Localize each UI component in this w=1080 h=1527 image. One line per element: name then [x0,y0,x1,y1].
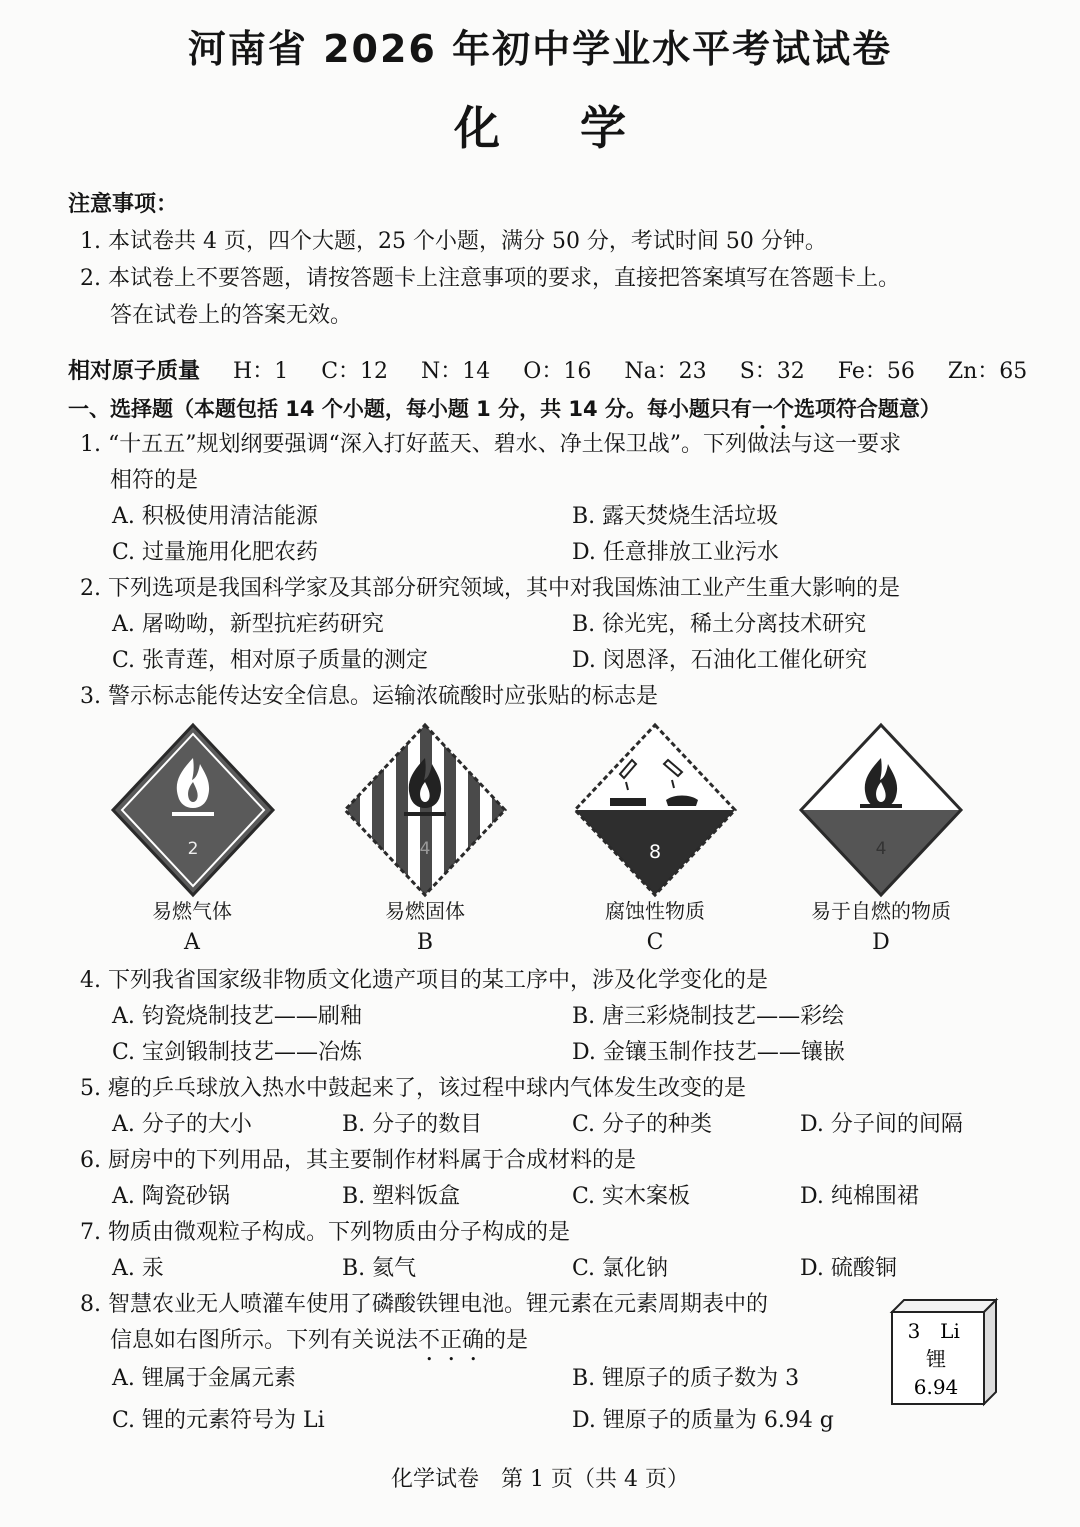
q8-option-c: C. 锂的元素符号为 Li [112,1408,325,1433]
notice-item-1: 1. 本试卷共 4 页，四个大题，25 个小题，满分 50 分，考试时间 50 分钟。 [80,229,827,254]
q8-stem-emph: 不正确 [418,1328,485,1353]
sign-c-label: 腐蚀性物质 [605,899,705,923]
notice-item-2: 2. 本试卷上不要答题，请按答题卡上注意事项的要求，直接把答案填写在答题卡上。 [80,266,900,291]
sign-c-number: 8 [648,841,662,863]
q4-stem: 4. 下列我省国家级非物质文化遗产项目的某工序中，涉及化学变化的是 [80,968,768,993]
page-footer: 化学试卷 第 1 页（共 4 页） [391,1467,689,1492]
flammable-solid-sign-icon [340,720,510,900]
sign-d-number: 4 [875,839,887,859]
corrosive-sign-icon [570,720,740,900]
atomic-mass-zn: Zn：65 [947,359,1028,384]
sign-b-number: 4 [419,839,431,859]
q2-option-b: B. 徐光宪，稀土分离技术研究 [572,612,867,637]
q4-option-c: C. 宝剑锻制技艺——冶炼 [112,1040,363,1065]
atomic-mass-na: Na：23 [624,359,707,384]
atomic-mass-s: S：32 [739,359,805,384]
atomic-mass-h: H：1 [233,359,289,384]
q8-option-a: A. 锂属于金属元素 [112,1366,296,1391]
q6-option-b: B. 塑料饭盒 [342,1184,461,1209]
q6-stem: 6. 厨房中的下列用品，其主要制作材料属于合成材料的是 [80,1148,636,1173]
q1-option-a: A. 积极使用清洁能源 [112,504,318,529]
spontaneous-combustion-sign-icon [796,720,966,900]
q5-option-c: C. 分子的种类 [572,1112,713,1137]
q8-option-d: D. 锂原子的质量为 6.94 g [572,1408,834,1433]
sign-a-label: 易燃气体 [152,899,232,923]
element-mass: 6.94 [913,1375,959,1399]
q1-option-c: C. 过量施用化肥农药 [112,540,319,565]
atomic-mass-fe: Fe：56 [837,359,915,384]
q5-option-b: B. 分子的数目 [342,1112,483,1137]
q4-option-a: A. 钧瓷烧制技艺——刷釉 [112,1004,362,1029]
q2-option-c: C. 张青莲，相对原子质量的测定 [112,648,429,673]
element-symbol: Li [940,1319,960,1343]
q6-option-c: C. 实木案板 [572,1184,691,1209]
q4-option-d: D. 金镶玉制作技艺——镶嵌 [572,1040,845,1065]
q7-option-b: B. 氦气 [342,1256,417,1281]
section1-heading-emph: 一个 [751,397,794,421]
q1-stem-cont: 相符的是 [110,468,199,493]
q8-stem-pre: 信息如右图所示。下列有关说法 [110,1328,419,1353]
q8-stem-post: 的是 [484,1328,529,1353]
section1-heading [68,394,941,434]
q6-option-d: D. 纯棉围裙 [800,1184,919,1209]
sign-b-label: 易燃固体 [385,899,465,923]
section1-heading-post: 选项符合题意） [793,397,941,421]
atomic-mass-c: C：12 [321,359,389,384]
lithium-element-card [888,1296,1000,1408]
sign-a-letter: A [184,930,200,955]
element-number: 3 [907,1319,921,1343]
sign-d-label: 易于自燃的物质 [811,899,951,923]
q7-option-c: C. 氯化钠 [572,1256,669,1281]
q2-stem: 2. 下列选项是我国科学家及其部分研究领域，其中对我国炼油工业产生重大影响的是 [80,576,900,601]
q3-stem: 3. 警示标志能传达安全信息。运输浓硫酸时应张贴的标志是 [80,684,658,709]
q8-option-b: B. 锂原子的质子数为 3 [572,1366,800,1391]
exam-title: 河南省 2026 年初中学业水平考试试卷 [187,27,893,71]
atomic-mass-label: 相对原子质量 [68,359,201,384]
q1-option-b: B. 露天焚烧生活垃圾 [572,504,779,529]
q8-stem: 8. 智慧农业无人喷灌车使用了磷酸铁锂电池。锂元素在元素周期表中的 [80,1292,768,1317]
q7-option-a: A. 汞 [112,1256,164,1281]
q1-option-d: D. 任意排放工业污水 [572,540,779,565]
element-name: 锂 [926,1347,946,1371]
q2-option-a: A. 屠呦呦，新型抗疟药研究 [112,612,384,637]
q5-option-d: D. 分子间的间隔 [800,1112,963,1137]
section1-heading-pre: 一、选择题（本题包括 14 个小题，每小题 1 分，共 14 分。每小题只有 [68,397,752,421]
q8-stem-cont [110,1326,528,1366]
sign-c-letter: C [646,930,664,955]
atomic-mass-line [68,357,1053,387]
q7-stem: 7. 物质由微观粒子构成。下列物质由分子构成的是 [80,1220,570,1245]
q5-stem: 5. 瘪的乒乓球放入热水中鼓起来了，该过程中球内气体发生改变的是 [80,1076,746,1101]
flammable-gas-sign-icon [108,720,278,900]
q5-option-a: A. 分子的大小 [112,1112,252,1137]
q1-stem: 1. “十五五”规划纲要强调“深入打好蓝天、碧水、净土保卫战”。下列做法与这一要求 [80,432,901,457]
sign-b-letter: B [416,930,434,955]
atomic-mass-o: O：16 [523,359,592,384]
q6-option-a: A. 陶瓷砂锅 [112,1184,230,1209]
q7-option-d: D. 硫酸铜 [800,1256,897,1281]
subject-title: 化学 [454,101,706,155]
notice-item-2-cont: 答在试卷上的答案无效。 [110,303,353,328]
q2-option-d: D. 闵恩泽，石油化工催化研究 [572,648,867,673]
sign-a-number: 2 [187,839,199,859]
sign-d-letter: D [872,930,890,955]
notice-heading: 注意事项： [68,192,179,217]
q4-option-b: B. 唐三彩烧制技艺——彩绘 [572,1004,845,1029]
atomic-mass-n: N：14 [421,359,491,384]
